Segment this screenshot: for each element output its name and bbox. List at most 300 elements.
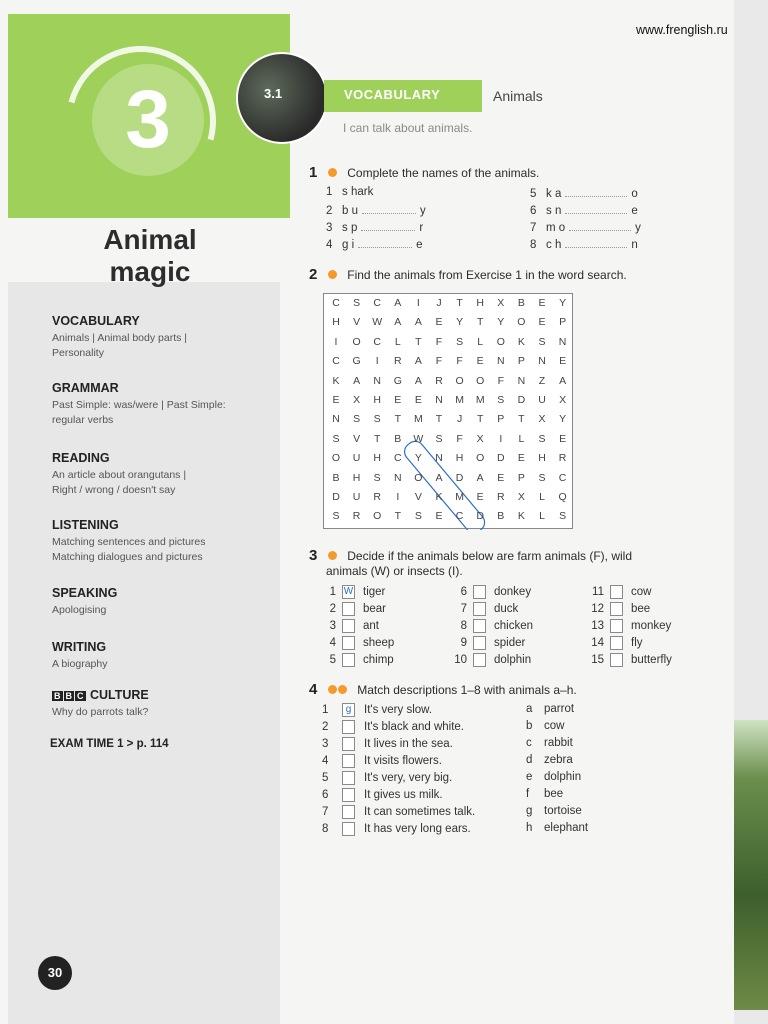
- ex4-animal-letter: h: [526, 822, 533, 834]
- ex4-answer-box[interactable]: [342, 737, 355, 751]
- word-search-letter[interactable]: O: [373, 510, 382, 523]
- word-search-letter[interactable]: K: [517, 335, 525, 348]
- word-search-letter[interactable]: T: [394, 413, 401, 426]
- ex4-answer-box[interactable]: g: [342, 703, 355, 717]
- ex4-description: [322, 805, 475, 819]
- word-search-letter[interactable]: P: [559, 316, 567, 329]
- ex4-description-number: 5: [322, 772, 329, 784]
- word-search-letter[interactable]: D: [455, 471, 464, 484]
- word-search-letter[interactable]: V: [414, 491, 422, 503]
- word-search-letter[interactable]: E: [435, 316, 443, 329]
- word-search-letter[interactable]: T: [476, 316, 484, 329]
- ex3-item: [322, 585, 385, 599]
- ex3-answer-box[interactable]: [473, 653, 486, 667]
- ex4-animal-word: elephant: [544, 822, 589, 834]
- ex4-description-number: 6: [322, 789, 329, 801]
- ex4-description-number: 3: [322, 738, 329, 750]
- ex4-description: [322, 788, 443, 802]
- ex1-item-blank[interactable]: [362, 203, 416, 214]
- ex1-item-blank[interactable]: [565, 186, 627, 197]
- word-search-letter[interactable]: K: [435, 491, 443, 503]
- ex4-description-text: It's black and white.: [364, 721, 464, 733]
- word-search-letter[interactable]: E: [414, 394, 422, 406]
- ex1-item-end: e: [416, 239, 423, 251]
- word-search-letter[interactable]: N: [373, 374, 381, 387]
- ex3-answer-box[interactable]: [473, 636, 486, 650]
- word-search-letter[interactable]: O: [414, 471, 423, 484]
- word-search-letter[interactable]: U: [352, 491, 361, 503]
- word-search-letter[interactable]: L: [539, 491, 545, 503]
- ex3-answer-box[interactable]: [610, 602, 623, 616]
- difficulty-dot-icon: [328, 551, 337, 560]
- ex1-item-blank[interactable]: [569, 220, 631, 231]
- ex3-answer-box[interactable]: [342, 619, 355, 633]
- word-search-letter[interactable]: D: [517, 394, 526, 406]
- ex3-item: [453, 653, 531, 667]
- sidebar-section: [52, 314, 187, 361]
- word-search-letter[interactable]: Y: [559, 413, 567, 426]
- word-search-letter[interactable]: E: [435, 510, 443, 523]
- word-search-letter[interactable]: K: [517, 510, 525, 523]
- ex4-animal: [526, 703, 574, 715]
- chapter-number: 3: [125, 74, 171, 165]
- word-search-letter[interactable]: B: [517, 297, 525, 309]
- word-search-letter[interactable]: S: [332, 432, 340, 445]
- word-search-letter[interactable]: H: [373, 394, 381, 406]
- ex4-animal: [526, 805, 582, 817]
- ex3-item-number: 9: [460, 637, 467, 649]
- ex4-animal-word: bee: [544, 788, 564, 800]
- word-search-letter[interactable]: O: [476, 452, 485, 465]
- lesson-objective: I can talk about animals.: [343, 121, 473, 135]
- ex3-item: [453, 619, 533, 633]
- word-search-letter[interactable]: E: [559, 355, 567, 368]
- ex3-item-number: 11: [592, 586, 604, 598]
- word-search-letter[interactable]: F: [435, 355, 443, 368]
- word-search-letter[interactable]: S: [538, 335, 546, 348]
- ex4-answer-box[interactable]: [342, 822, 355, 836]
- word-search-letter[interactable]: P: [517, 355, 525, 368]
- ex4-instruction: Match descriptions 1–8 with animals a–h.: [357, 683, 577, 697]
- sidebar-section: [52, 381, 226, 428]
- ex1-item-number: 8: [530, 239, 537, 251]
- ex1-header: [309, 164, 539, 182]
- word-search-letter[interactable]: I: [499, 432, 503, 445]
- culture-label: CULTURE: [89, 688, 149, 702]
- word-search-letter[interactable]: M: [455, 491, 464, 503]
- ex1-item-start: g i: [342, 239, 355, 251]
- word-search-letter[interactable]: E: [476, 355, 484, 368]
- ex1-item-start: k a: [546, 188, 562, 200]
- ex1-item: [530, 186, 638, 200]
- ex4-animal-word: parrot: [544, 703, 575, 715]
- word-search-letter[interactable]: O: [517, 316, 526, 329]
- word-search-letter[interactable]: E: [538, 297, 546, 309]
- ex4-animal-letter: d: [526, 754, 533, 766]
- word-search-letter[interactable]: S: [373, 413, 381, 426]
- ex3-item: [322, 636, 394, 650]
- word-search-letter[interactable]: B: [497, 510, 505, 523]
- word-search-letter[interactable]: X: [538, 413, 546, 426]
- word-search-letter[interactable]: W: [413, 432, 424, 445]
- ex4-answer-box[interactable]: [342, 754, 355, 768]
- ex1-item-number: 1: [326, 186, 333, 198]
- word-search-letter[interactable]: S: [497, 394, 505, 406]
- ex3-item-word: bee: [631, 603, 651, 615]
- ex4-description: [322, 703, 432, 717]
- ex3-item-word: bear: [363, 603, 387, 615]
- ex3-item-number: 10: [454, 654, 467, 666]
- chapter-title-line1: Animal: [103, 224, 197, 255]
- ex3-item: [453, 636, 525, 650]
- word-search-letter[interactable]: X: [559, 394, 567, 406]
- word-search-letter[interactable]: N: [435, 452, 443, 465]
- ex2-number: 2: [309, 266, 318, 283]
- ex4-answer-box[interactable]: [342, 771, 355, 785]
- ex4-animal-word: tortoise: [544, 805, 582, 817]
- word-search-letter[interactable]: H: [352, 471, 361, 484]
- ex1-number: 1: [309, 164, 318, 181]
- ex4-description-text: It has very long ears.: [364, 823, 471, 835]
- ex1-item: [326, 237, 423, 251]
- word-search-letter[interactable]: N: [332, 413, 340, 426]
- word-search-letter[interactable]: G: [393, 374, 402, 387]
- word-search-letter[interactable]: O: [331, 452, 341, 465]
- word-search-letter[interactable]: T: [476, 413, 484, 426]
- word-search-letter[interactable]: I: [416, 297, 420, 309]
- ex4-answer-box[interactable]: [342, 788, 355, 802]
- ex4-description-number: 7: [322, 806, 329, 818]
- word-search-letter[interactable]: K: [332, 374, 340, 387]
- word-search-letter[interactable]: D: [332, 491, 340, 503]
- ex1-item: [530, 220, 641, 234]
- word-search-letter[interactable]: F: [456, 355, 463, 368]
- ex3-instruction-line1: Decide if the animals below are farm animals (F), wild: [347, 549, 633, 563]
- ex3-item-number: 2: [329, 603, 336, 615]
- ex4-animal-letter: a: [526, 703, 533, 715]
- word-search-letter[interactable]: E: [332, 394, 340, 406]
- ex1-item-start: m o: [546, 222, 566, 234]
- ex4-animal-word: dolphin: [544, 771, 582, 783]
- ex3-item: [588, 653, 672, 667]
- ex4-animal-letter: g: [526, 805, 533, 817]
- sidebar-section: [52, 640, 107, 672]
- word-search-letter[interactable]: L: [394, 335, 401, 348]
- word-search-letter[interactable]: Y: [414, 452, 422, 465]
- word-search-letter[interactable]: S: [538, 432, 546, 445]
- ex3-answer-box[interactable]: [610, 636, 623, 650]
- ex3-item-number: 5: [329, 654, 336, 666]
- ex1-item-blank[interactable]: [565, 237, 627, 248]
- word-search-letter[interactable]: C: [332, 355, 340, 368]
- word-search-letter[interactable]: C: [373, 297, 381, 309]
- word-search-letter[interactable]: O: [352, 335, 361, 348]
- word-search-letter[interactable]: I: [334, 335, 338, 348]
- ex3-number: 3: [309, 547, 318, 564]
- word-search-letter[interactable]: H: [332, 316, 340, 329]
- word-search-letter[interactable]: S: [353, 413, 361, 426]
- ex3-answer-box[interactable]: [610, 585, 623, 599]
- word-search-letter[interactable]: S: [538, 471, 546, 484]
- word-search-letter[interactable]: G: [352, 355, 361, 368]
- word-search-letter[interactable]: O: [476, 374, 485, 387]
- word-search-letter[interactable]: N: [497, 355, 505, 368]
- word-search-letter[interactable]: N: [538, 355, 546, 368]
- ex3-answer-box[interactable]: [473, 602, 486, 616]
- ex4-description: [322, 822, 471, 836]
- ex3-item-word: spider: [494, 637, 526, 649]
- ex4-description-text: It visits flowers.: [364, 755, 442, 767]
- ex3-item-word: chimp: [363, 654, 394, 666]
- ex3-item-word: fly: [631, 637, 643, 649]
- ex1-item-blank[interactable]: [565, 203, 627, 214]
- word-search-letter[interactable]: U: [352, 452, 361, 465]
- word-search-letter[interactable]: J: [436, 297, 442, 309]
- sidebar-section-text: Apologising: [52, 604, 107, 616]
- ex1-item-start: s p: [342, 222, 358, 234]
- word-search-letter[interactable]: Z: [538, 374, 546, 387]
- word-search-letter[interactable]: X: [353, 394, 361, 406]
- exam-time-link[interactable]: EXAM TIME 1 > p. 114: [50, 738, 169, 750]
- word-search-letter[interactable]: X: [476, 432, 484, 445]
- chapter-title: [70, 224, 230, 288]
- ex1-item-end: y: [635, 222, 641, 234]
- ex3-answer-box[interactable]: [473, 585, 486, 599]
- bbc-logo-c: C: [77, 691, 84, 701]
- ex1-item-start: s hark: [342, 186, 374, 198]
- word-search-letter[interactable]: E: [559, 432, 567, 445]
- word-search-letter[interactable]: U: [538, 394, 546, 406]
- word-search-letter[interactable]: V: [353, 316, 361, 329]
- ex1-item-start: s n: [546, 205, 562, 217]
- word-search-letter[interactable]: A: [394, 316, 402, 329]
- word-search-letter[interactable]: L: [518, 432, 525, 445]
- word-search-letter[interactable]: H: [476, 297, 484, 309]
- ex4-animal-word: rabbit: [544, 737, 573, 749]
- ex3-answer-box[interactable]: [473, 619, 486, 633]
- ex3-item-word: tiger: [363, 586, 386, 598]
- word-search-letter[interactable]: H: [373, 452, 381, 465]
- ex4-animal-letter: b: [526, 720, 533, 732]
- word-search-letter[interactable]: T: [394, 510, 401, 523]
- word-search-letter[interactable]: Q: [558, 491, 567, 503]
- ex1-item: [326, 203, 426, 217]
- word-search-letter[interactable]: S: [435, 432, 443, 445]
- word-search-letter[interactable]: D: [497, 452, 505, 465]
- ex4-description-text: It's very slow.: [364, 704, 433, 716]
- word-search-letter[interactable]: N: [517, 374, 526, 387]
- word-search-letter[interactable]: E: [476, 491, 484, 503]
- word-search-letter[interactable]: X: [497, 297, 505, 309]
- word-search-letter[interactable]: S: [332, 510, 340, 523]
- ex3-item-word: butterfly: [631, 654, 672, 666]
- word-search-letter[interactable]: L: [539, 510, 545, 523]
- word-search-letter[interactable]: A: [559, 374, 567, 387]
- word-search-letter[interactable]: R: [373, 491, 381, 503]
- ex1-item-blank[interactable]: [361, 220, 415, 231]
- ex4-animal-letter: e: [526, 771, 533, 783]
- word-search-letter[interactable]: R: [558, 452, 567, 465]
- ex3-answer-box[interactable]: [342, 602, 355, 616]
- word-search-letter[interactable]: W: [372, 316, 383, 329]
- word-search-letter[interactable]: T: [373, 432, 381, 445]
- ex3-item: [588, 619, 671, 633]
- ex3-item: [588, 602, 650, 616]
- word-search-letter[interactable]: M: [414, 413, 423, 426]
- ex3-item-number: 7: [460, 603, 467, 615]
- ex4-description-text: It lives in the sea.: [364, 738, 453, 750]
- ex4-animal: [526, 754, 573, 766]
- word-search-letter[interactable]: A: [414, 374, 422, 387]
- word-search-letter[interactable]: S: [373, 471, 381, 484]
- word-search-letter[interactable]: D: [476, 510, 484, 523]
- difficulty-dot-icon: [338, 685, 347, 694]
- ex1-item-start: b u: [342, 205, 358, 217]
- ex4-description-number: 2: [322, 721, 329, 733]
- ex3-item-number: 13: [591, 620, 604, 632]
- word-search-letter[interactable]: F: [435, 335, 443, 348]
- sidebar-section-text: An article about orangutans |: [52, 469, 187, 481]
- word-search-letter[interactable]: S: [456, 335, 464, 348]
- ex1-item: [530, 237, 638, 251]
- sidebar-section-heading: SPEAKING: [52, 586, 118, 600]
- sidebar-section: [52, 518, 206, 565]
- ex3-answer-box[interactable]: [610, 653, 623, 667]
- word-search-letter[interactable]: E: [497, 471, 505, 484]
- word-search-letter[interactable]: R: [435, 374, 443, 387]
- ex3-item-number: 14: [591, 637, 604, 649]
- word-search-letter[interactable]: R: [352, 510, 361, 523]
- ex3-item: [588, 585, 651, 599]
- ex3-item: [322, 602, 386, 616]
- ex4-answer-box[interactable]: [342, 720, 355, 734]
- word-search-letter[interactable]: N: [394, 471, 402, 484]
- ex3-answer-box[interactable]: [342, 653, 355, 667]
- word-search-letter[interactable]: H: [455, 452, 464, 465]
- ex1-item-number: 4: [326, 239, 333, 251]
- word-search-letter[interactable]: A: [353, 374, 361, 387]
- word-search-letter[interactable]: A: [394, 297, 402, 309]
- word-search-letter[interactable]: C: [394, 452, 402, 465]
- word-search-letter[interactable]: O: [455, 374, 464, 387]
- word-search-letter[interactable]: Y: [497, 316, 505, 329]
- word-search-letter[interactable]: E: [394, 394, 402, 406]
- ex3-item-number: 3: [329, 620, 336, 632]
- word-search-letter[interactable]: N: [435, 394, 443, 406]
- sidebar-section-text: Right / wrong / doesn't say: [52, 484, 176, 496]
- word-search-grid: [323, 293, 573, 529]
- word-search-letter[interactable]: R: [394, 355, 402, 368]
- word-search-letter[interactable]: H: [538, 452, 546, 465]
- word-search-letter[interactable]: I: [396, 491, 400, 503]
- word-search-letter[interactable]: O: [496, 335, 505, 348]
- word-search-letter[interactable]: T: [518, 413, 525, 426]
- ex3-item: [453, 585, 531, 599]
- ex1-item: [326, 186, 373, 198]
- word-search-letter[interactable]: T: [415, 335, 422, 348]
- word-search-letter[interactable]: T: [435, 413, 443, 426]
- word-search-letter[interactable]: C: [373, 335, 381, 348]
- ex4-description: [322, 771, 452, 785]
- sidebar-section-heading: WRITING: [52, 640, 107, 654]
- word-search-letter[interactable]: A: [435, 471, 443, 484]
- ex3-answer-box[interactable]: [342, 636, 355, 650]
- word-search-letter[interactable]: F: [497, 374, 504, 387]
- word-search-letter[interactable]: E: [538, 316, 546, 329]
- ex1-instruction: Complete the names of the animals.: [347, 166, 540, 180]
- lesson-number: 3.1: [264, 86, 283, 101]
- word-search-letter[interactable]: S: [559, 510, 567, 523]
- word-search-letter[interactable]: A: [414, 355, 422, 368]
- word-search-letter[interactable]: I: [375, 355, 379, 368]
- ex1-item-blank[interactable]: [358, 237, 412, 248]
- word-search-letter[interactable]: L: [477, 335, 484, 348]
- section-label: VOCABULARY: [344, 87, 441, 102]
- ex1-item: [326, 220, 423, 234]
- word-search-letter[interactable]: E: [517, 452, 525, 465]
- ex4-animal-letter: c: [526, 737, 532, 749]
- word-search-letter[interactable]: R: [497, 491, 505, 503]
- ex1-item-number: 5: [530, 188, 537, 200]
- sidebar-section-heading: GRAMMAR: [52, 381, 119, 395]
- word-search-letter[interactable]: M: [455, 394, 464, 406]
- culture-section: [52, 688, 149, 720]
- ex3-item-word: monkey: [631, 620, 672, 632]
- ex4-animal: [526, 771, 581, 783]
- ex1-item-end: e: [631, 205, 638, 217]
- ex4-answer-box[interactable]: [342, 805, 355, 819]
- ex3-answer-box[interactable]: W: [343, 586, 354, 597]
- word-search-letter[interactable]: P: [497, 413, 505, 426]
- ex3-item-number: 15: [591, 654, 604, 666]
- ex1-item-end: n: [631, 239, 638, 251]
- word-search-letter[interactable]: T: [456, 297, 463, 309]
- word-search-letter[interactable]: J: [456, 413, 463, 426]
- word-search-letter[interactable]: B: [332, 471, 340, 484]
- word-search-letter[interactable]: N: [558, 335, 567, 348]
- word-search-letter[interactable]: S: [414, 510, 422, 523]
- word-search-letter[interactable]: A: [476, 471, 484, 484]
- word-search-letter[interactable]: V: [353, 432, 361, 445]
- word-search-letter[interactable]: F: [456, 432, 463, 445]
- word-search-letter[interactable]: S: [353, 297, 361, 309]
- ex2-instruction: Find the animals from Exercise 1 in the word search.: [347, 268, 627, 282]
- word-search-letter[interactable]: Y: [559, 297, 567, 309]
- word-search-letter[interactable]: X: [517, 491, 525, 503]
- ex3-item-number: 12: [591, 603, 604, 615]
- site-url: www.frenglish.ru: [636, 23, 728, 37]
- ex2-header: [309, 266, 627, 284]
- word-search-letter[interactable]: C: [332, 297, 340, 309]
- ex1-item-end: r: [419, 222, 424, 234]
- ex4-header: [309, 681, 577, 699]
- word-search-letter[interactable]: Y: [456, 316, 464, 329]
- ex3-item-number: 8: [460, 620, 467, 632]
- word-search-letter[interactable]: C: [558, 471, 567, 484]
- ex3-instruction-line2: animals (W) or insects (I).: [326, 564, 463, 578]
- word-search-letter[interactable]: C: [455, 510, 464, 523]
- topic-label: Animals: [493, 88, 543, 104]
- ex3-header: [309, 547, 632, 565]
- word-search-letter[interactable]: P: [517, 471, 525, 484]
- sidebar-section-heading: READING: [52, 451, 110, 465]
- word-search-letter[interactable]: M: [475, 394, 485, 406]
- ex4-description-text: It gives us milk.: [364, 789, 443, 801]
- ex3-item: [322, 619, 379, 633]
- word-search-letter[interactable]: A: [414, 316, 422, 329]
- ex3-answer-box[interactable]: [610, 619, 623, 633]
- word-search-letter[interactable]: B: [394, 432, 402, 445]
